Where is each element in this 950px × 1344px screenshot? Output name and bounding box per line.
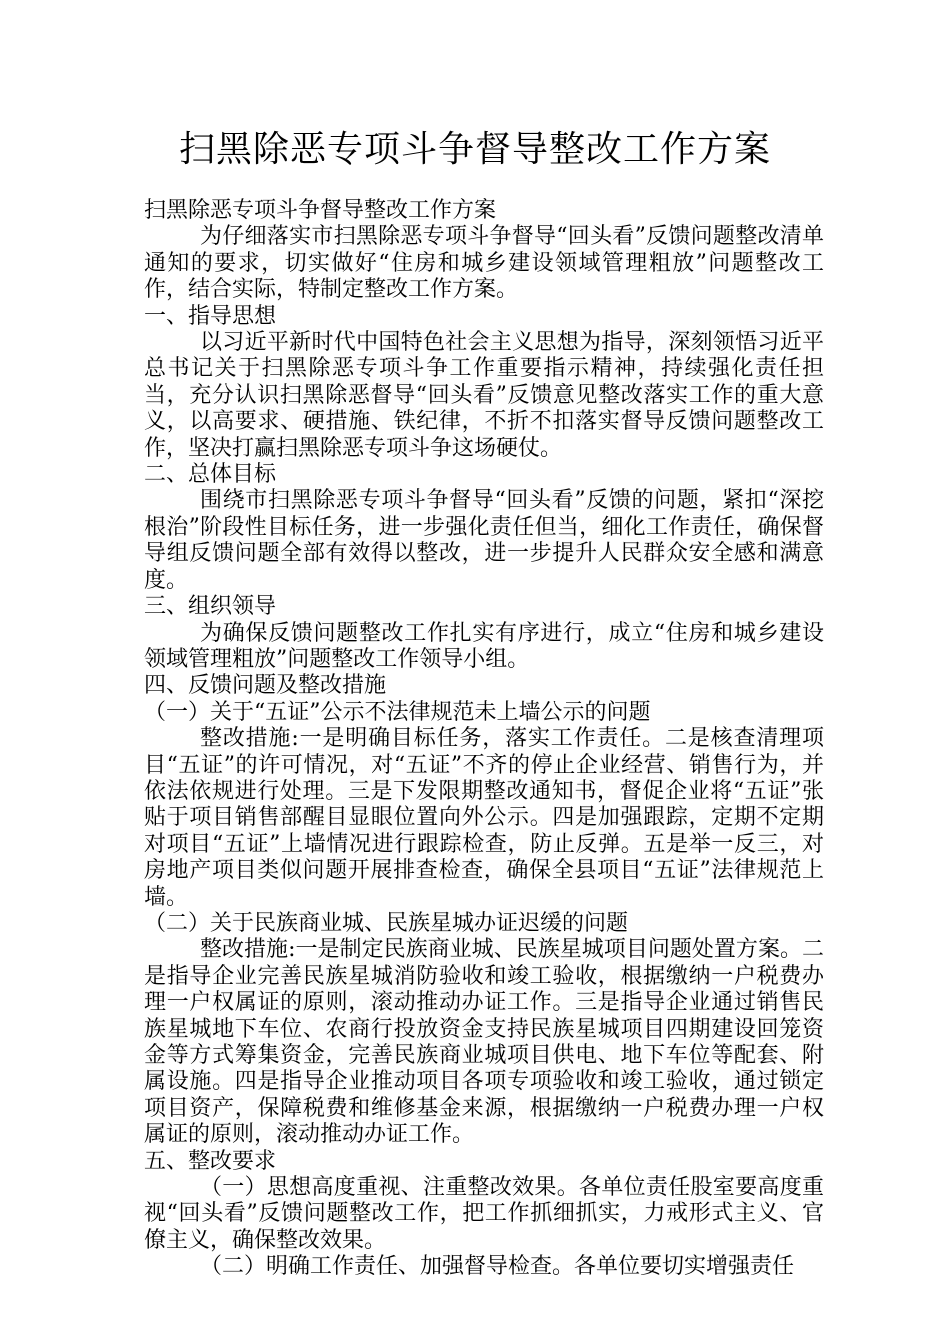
document-subtitle: 扫黑除恶专项斗争督导整改工作方案 bbox=[144, 198, 497, 223]
section-paragraph-guiding-ideology: 以习近平新时代中国特色社会主义思想为指导，深刻领悟习近平总书记关于扫黑除恶专项斗争工作重要指示精神，持续强化责任担当，充分认识扫黑除恶督导“回头看”反馈意见整改落实工作的重大意义，以高要求、硬措施、铁纪律，不折不扣落实督导反馈问题整改工作，坚决打赢扫黑除恶专项斗争这场硬仗。 bbox=[144, 330, 824, 461]
intro-paragraph: 为仔细落实市扫黑除恶专项斗争督导“回头看”反馈问题整改清单通知的要求，切实做好“住房和城乡建设领域管理粗放”问题整改工作，结合实际，特制定整改工作方案。 bbox=[144, 224, 824, 303]
section-heading-guiding-ideology: 一、指导思想 bbox=[144, 303, 277, 329]
document-title: 扫黑除恶专项斗争督导整改工作方案 bbox=[178, 129, 771, 170]
document-body bbox=[144, 198, 824, 1281]
section-heading-organization: 三、组织领导 bbox=[144, 594, 277, 620]
section-paragraph-organization: 为确保反馈问题整改工作扎实有序进行，成立“住房和城乡建设领域管理粗放”问题整改工作领导小组。 bbox=[144, 620, 824, 672]
section-heading-overall-goal: 二、总体目标 bbox=[144, 462, 277, 488]
requirement-paragraph-1: （一）思想高度重视、注重整改效果。各单位责任股室要高度重视“回头看”反馈问题整改工作，把工作抓细抓实，力戒形式主义、官僚主义，确保整改效果。 bbox=[144, 1175, 824, 1253]
requirement-paragraph-2: （二）明确工作责任、加强督导检查。各单位要切实增强责任 bbox=[200, 1254, 795, 1280]
section-paragraph-overall-goal: 围绕市扫黑除恶专项斗争督导“回头看”反馈的问题，紧扣“深挖根治”阶段性目标任务，进一步强化责任但当，细化工作责任，确保督导组反馈问题全部有效得以整改，进一步提升人民群众安全感和满意度。 bbox=[144, 488, 824, 593]
issue-paragraph-five-certificates: 整改措施:一是明确目标任务，落实工作责任。二是核查清理项目“五证”的许可情况，对“五证”不齐的停止企业经营、销售行为，并依法依规进行处理。三是下发限期整改通知书，督促企业将“五证”张贴于项目销售部醒目显眼位置向外公示。四是加强跟踪，定期不定期对项目“五证”上墙情况进行跟踪检查，防止反弹。五是举一反三，对房地产项目类似问题开展排查检查，确保全县项目“五证”法律规范上墙。 bbox=[144, 726, 824, 910]
section-heading-issues-measures: 四、反馈问题及整改措施 bbox=[144, 673, 387, 699]
issue-heading-ethnic-city: （二）关于民族商业城、民族星城办证迟缓的问题 bbox=[144, 910, 629, 936]
section-heading-requirements: 五、整改要求 bbox=[144, 1148, 277, 1174]
issue-heading-five-certificates: （一）关于“五证”公示不法律规范未上墙公示的问题 bbox=[144, 699, 651, 725]
issue-paragraph-ethnic-city: 整改措施:一是制定民族商业城、民族星城项目问题处置方案。二是指导企业完善民族星城消防验收和竣工验收，根据缴纳一户税费办理一户权属证的原则，滚动推动办证工作。三是指导企业通过销售民族星城地下车位、农商行投放资金支持民族星城项目四期建设回笼资金等方式筹集资金，完善民族商业城项目供电、地下车位等配套、附属设施。四是指导企业推动项目各项专项验收和竣工验收，通过锁定项目资产，保障税费和维修基金来源，根据缴纳一户税费办理一户权属证的原则，滚动推动办证工作。 bbox=[144, 937, 824, 1148]
